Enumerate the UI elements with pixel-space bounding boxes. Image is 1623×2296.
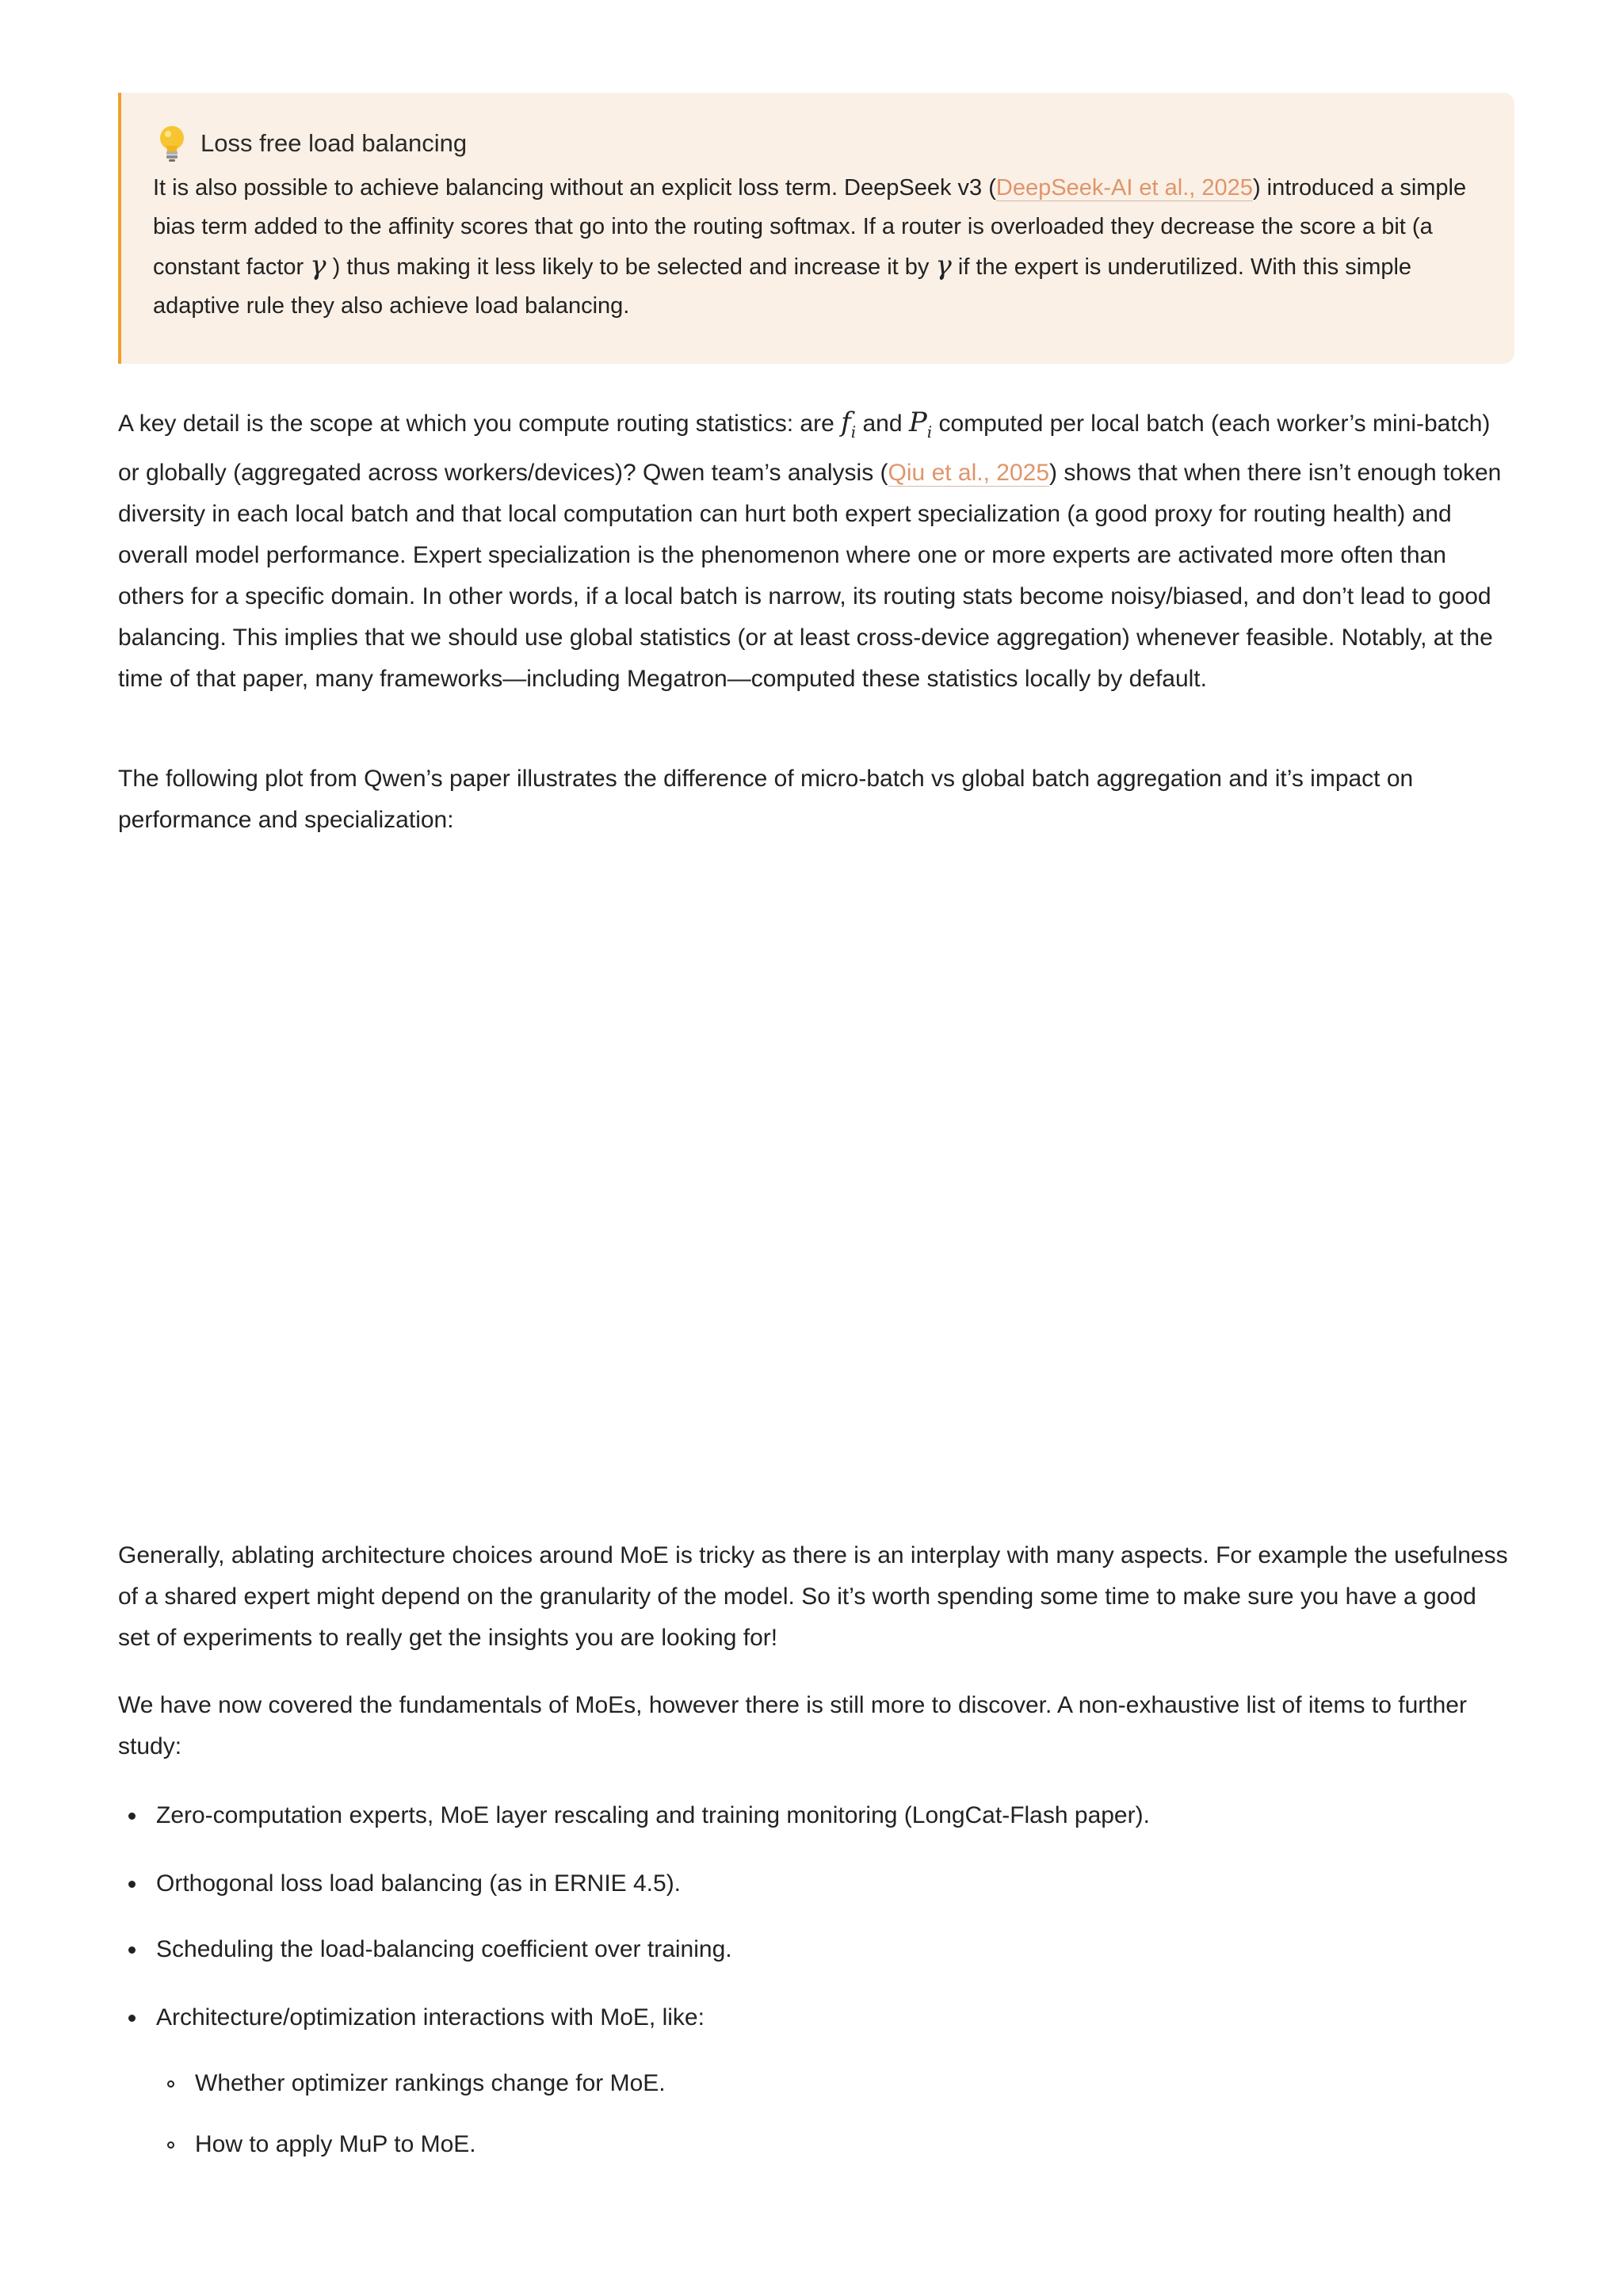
paragraph-routing-scope xyxy=(118,402,1514,700)
para1-text-1: A key detail is the scope at which you compute routing statistics: are xyxy=(118,411,842,437)
paragraph-ablation: Generally, ablating architecture choices around MoE is tricky as there is an interplay with many aspects. For example the usefulness of a shared expert might depend on the granularity of the model. So it’s worth spending some time to make sure you have a good set of experiments to really get the insights you are looking for! xyxy=(118,1542,1508,1651)
list-item-text: Scheduling the load-balancing coefficient over training. xyxy=(156,1936,732,1962)
sublist-item-text: Whether optimizer rankings change for MoE. xyxy=(195,2070,666,2096)
bullet-ring xyxy=(167,2080,174,2088)
list-item xyxy=(118,1863,681,1904)
bullet-ring xyxy=(167,2141,174,2149)
callout-header xyxy=(153,121,1467,166)
para1-text-2: computed per local batch (each worker’s mini-batch) or globally (aggregated across workers/devices)? Qwen team’s analysis ( xyxy=(118,411,1491,486)
paragraph-plot-intro: The following plot from Qwen’s paper illustrates the difference of micro-batch vs global batch aggregation and it’s impact on performance and specialization: xyxy=(118,766,1414,833)
callout-box xyxy=(118,93,1514,364)
bullet-dot xyxy=(128,1946,136,1954)
list-item-text: Zero-computation experts, MoE layer rescaling and training monitoring (LongCat-Flash paper). xyxy=(156,1802,1150,1828)
sublist-item xyxy=(118,2063,666,2104)
para1-text-3: ) shows that when there isn’t enough token diversity in each local batch and that local computation can hurt both expert specialization (a good proxy for routing health) and overall model performance. Expert specialization is the phenomenon where one or more experts are activated more often than others for a specific domain. In other words, if a local batch is narrow, its routing stats become noisy/biased, and don’t lead to good balancing. This implies that we should use global statistics (or at least cross-device aggregation) whenever feasible. Notably, at the time of that paper, many frameworks—including Megatron—computed these statistics locally by default. xyxy=(118,459,1502,692)
callout-text-4: if the expert is underutilized. With this simple adaptive rule they also achieve load balancing. xyxy=(153,254,1412,319)
list-item-text: Architecture/optimization interactions with MoE, like: xyxy=(156,2004,705,2030)
math-sub-i-2: i xyxy=(926,422,933,441)
bullet-dot xyxy=(128,1881,136,1888)
callout-text-3: ) thus making it less likely to be selected and increase it by xyxy=(326,254,936,280)
bullet-dot xyxy=(128,2015,136,2022)
math-P-i xyxy=(908,407,933,441)
math-f: f xyxy=(841,407,851,438)
math-gamma-2: γ xyxy=(935,250,952,281)
list-item xyxy=(118,1997,705,2038)
callout-body xyxy=(153,169,1467,326)
math-gamma: γ xyxy=(310,250,327,281)
para1-and: and xyxy=(856,411,909,437)
list-item xyxy=(118,1795,1150,1836)
callout-title: Loss free load balancing xyxy=(200,129,468,157)
math-sub-i: i xyxy=(850,422,857,441)
sublist-item-text: How to apply MuP to MoE. xyxy=(195,2131,476,2157)
citation-link-qiu[interactable]: Qiu et al., 2025 xyxy=(888,459,1050,486)
paragraph-further-study: We have now covered the fundamentals of MoEs, however there is still more to discover. A non-exhaustive list of items to further study: xyxy=(118,1692,1467,1759)
math-f-i xyxy=(841,407,857,441)
callout-text-1: It is also possible to achieve balancing without an explicit loss term. DeepSeek v3 ( xyxy=(153,175,996,201)
sublist-item xyxy=(118,2124,476,2165)
list-item-text: Orthogonal loss load balancing (as in ERNIE 4.5). xyxy=(156,1870,682,1897)
lightbulb-icon xyxy=(153,121,191,166)
callout-text-2: ) introduced a simple bias term added to the affinity scores that go into the routing softmax. If a router is overloaded they decrease the score a bit (a constant factor xyxy=(153,175,1467,280)
bullet-dot xyxy=(128,1813,136,1820)
figure-placeholder xyxy=(118,856,1514,1490)
list-item xyxy=(118,1929,732,1970)
math-P: P xyxy=(908,407,927,438)
citation-link-deepseek[interactable]: DeepSeek-AI et al., 2025 xyxy=(995,175,1253,201)
